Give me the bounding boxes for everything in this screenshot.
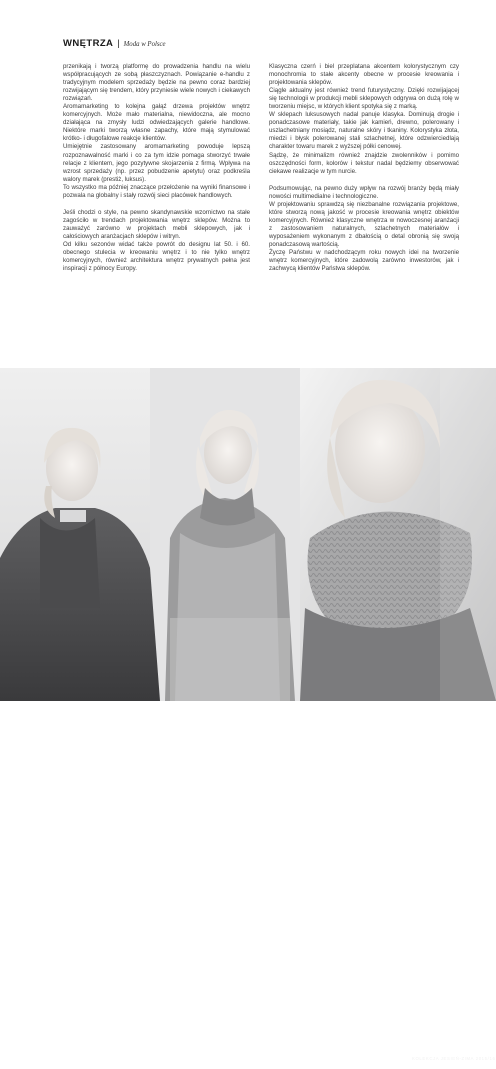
- header-separator: |: [117, 38, 120, 48]
- section-title: WNĘTRZA: [63, 38, 114, 49]
- brand-strip-text: KOLEKCJA JESIEŃ-ZIMA 2015/16: [412, 1056, 496, 1061]
- paragraph: Ciągle aktualny jest również trend futurystyczny. Dzięki rozwijającej się technologii w produkcji mebli sklepowych odgrywa on dużą rolę w tworzeniu miejsc, w których klient spotyka się z marką.: [269, 87, 459, 111]
- paragraph: Sądzę, że minimalizm również znajdzie zwolenników i pomimo oszczędności form, kolorów i tekstur nadal będziemy obserwować ciekawe realizacje w tym nurcie.: [269, 151, 459, 175]
- article-column-left: [63, 63, 250, 273]
- article-column-right: [269, 63, 459, 273]
- brand-logo: ĉalo: [416, 996, 451, 1017]
- paragraph: Klasyczna czerń i biel przeplatana akcentem kolorystycznym czy monochromia to stałe akcenty obecne w procesie kreowania i projektowania sklepów.: [269, 63, 459, 87]
- fashion-photo-collage: [0, 368, 496, 1061]
- paragraph: Umiejętnie zastosowany aromamarketing powoduje lepszą rozpoznawalność marki i co za tym idzie pomaga stworzyć trwałe relacje z klientem, jego pozytywne skojarzenia z firmą. Wpływa na wzrost sprzedaży (np. przez pobudzenie apetytu) oraz podkreśla walory marek (prestiż, luksus).: [63, 143, 250, 183]
- paragraph: To wszystko ma później znaczące przełożenie na wyniki finansowe i pozwala na globalny i stały rozwój sieci placówek handlowych.: [63, 183, 250, 199]
- magazine-name: Moda w Polsce: [123, 41, 166, 48]
- paragraph-gap: [269, 176, 459, 185]
- paragraph: Od kilku sezonów widać także powrót do designu lat 50. i 60. obecnego stulecia w kreowaniu wnętrz i to nie tylko wnętrz komercyjnych, również architektura wnętrz prywatnych pełna jest inspiracji z północy Europy.: [63, 240, 250, 273]
- paragraph: Jeśli chodzi o style, na pewno skandynawskie wzornictwo na stałe zagościło w trendach projektowania wnętrz sklepów. Można to zauważyć zarówno w projektach mebli sklepowych, jak i całościowych aranżacjach sklepów i witryn.: [63, 208, 250, 240]
- brand-logo-block: [408, 998, 496, 1069]
- paragraph: przenikają i tworzą platformę do prowadzenia handlu na wielu współpracujących ze sobą płaszczyznach. Powiązanie e-handlu z tradycyjnym modelem sprzedaży będzie na pewno coraz bardziej rozwijającym się trendem, który przyniesie wiele nowych i ciekawych rozwiązań.: [63, 63, 250, 103]
- paragraph: W projektowaniu sprawdzą się niezbanalne rozwiązania projektowe, które stworzą nową jakość w procesie kreowania wnętrz obiektów komercyjnych. Również klasyczne wnętrza w nowoczesnej aranżacji z zastosowaniem naturalnych, szlachetnych materiałów i wyposażeniem wykonanym z dbałością o detal obronią się swoją ponadczasową wartością.: [269, 200, 459, 248]
- paragraph: Aromamarketing to kolejna gałąź drzewa projektów wnętrz komercyjnych. Może mało materialna, niewidoczna, ale mocno działająca na zmysły ludzi odwiedzających galerie handlowe. Niektóre marki tworzą własne zapachy, które mają stymulować krótko- i długofalowe reakcje klientów.: [63, 103, 250, 143]
- paragraph-gap: [63, 200, 250, 209]
- paragraph: Podsumowując, na pewno duży wpływ na rozwój branży będą miały nowości multimedialne i technologiczne.: [269, 184, 459, 200]
- paragraph: Życzę Państwu w nadchodzącym roku nowych idei na tworzenie wnętrz komercyjnych, które zadowolą zarówno inwestorów, jak i zachwycą klientów Państwa sklepów.: [269, 249, 459, 273]
- page-header: [63, 38, 166, 49]
- fashion-photo-illustration: [0, 368, 496, 701]
- paragraph: W sklepach luksusowych nadal panuje klasyka. Dominują drogie i ponadczasowe materiały, takie jak kamień, drewno, polerowany i uszlachetniany mosiądz, naturalne skóry i tkaniny. Kolorystyka złota, miedzi i błysk polerowanej stali szlachetnej, które odzwierciedlają charakter towaru marek z wyższej półki cenowej.: [269, 111, 459, 151]
